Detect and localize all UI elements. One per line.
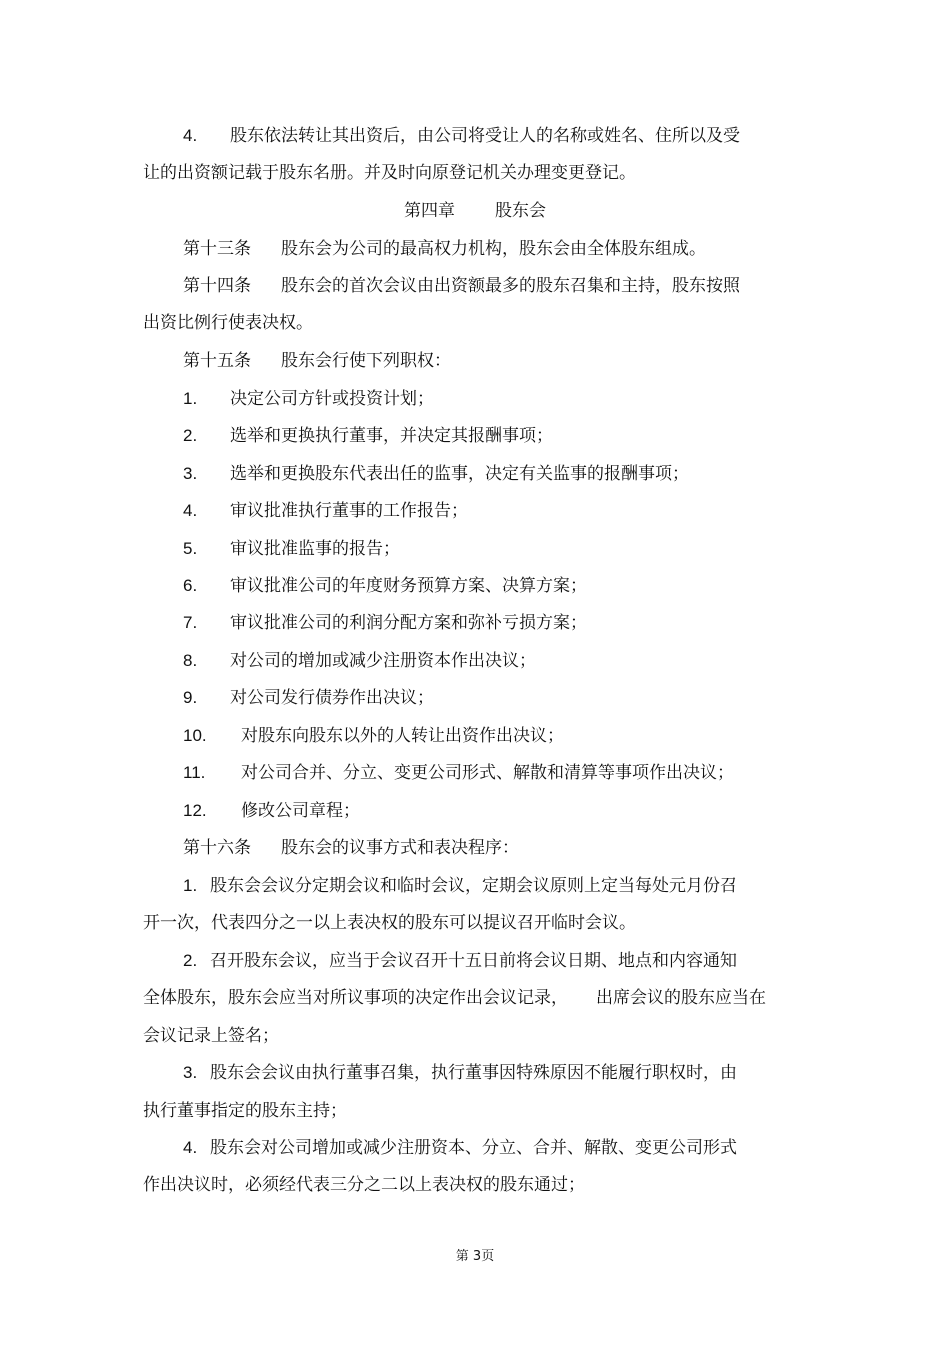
item-text: 对公司发行债券作出决议； [230,688,434,708]
article-14 [183,275,740,297]
item-text: 股东会会议分定期会议和临时会议，定期会议原则上定当每处元月份召 [210,876,737,896]
article-13 [183,238,706,260]
list-item [183,800,360,822]
item-number: 4. [183,126,198,145]
article-15 [183,350,451,372]
item-text: 选举和更换股东代表出任的监事，决定有关监事的报酬事项； [230,464,689,484]
item-number: 1. [183,389,198,408]
page-number: 第 3页 [455,1249,495,1264]
list-item [183,687,434,709]
article-text: 股东会行使下列职权： [281,351,451,371]
article-label: 第十四条 [183,276,251,296]
article-16 [183,837,519,859]
paragraph-text: 股东依法转让其出资后，由公司将受让人的名称或姓名、住所以及受 [230,126,740,146]
item-text: 对公司的增加或减少注册资本作出决议； [230,651,536,671]
list-item [183,650,536,672]
list-item [183,725,564,747]
item-number: 8. [183,651,198,670]
item-number: 2. [183,426,198,445]
procedure-continuation: 开一次，代表四分之一以上表决权的股东可以提议召开临时会议。 [143,913,636,933]
list-item [183,500,468,522]
procedure-item-3 [183,1062,737,1084]
item-text: 对股东向股东以外的人转让出资作出决议； [241,726,564,746]
item-text: 审议批准监事的报告； [230,539,400,559]
article-text: 股东会为公司的最高权力机构，股东会由全体股东组成。 [281,239,706,259]
item-text: 股东会对公司增加或减少注册资本、分立、合并、解散、变更公司形式 [210,1138,737,1158]
list-item [183,463,689,485]
item-number: 5. [183,539,198,558]
procedure-continuation: 作出决议时，必须经代表三分之二以上表决权的股东通过； [143,1175,585,1195]
item-text: 选举和更换执行董事，并决定其报酬事项； [230,426,553,446]
item-number: 11. [183,763,206,782]
chapter-label: 第四章 [404,201,455,221]
article-text: 股东会的议事方式和表决程序： [281,838,519,858]
item-text: 决定公司方针或投资计划； [230,389,434,409]
article-label: 第十三条 [183,239,251,259]
chapter-title: 股东会 [495,201,546,221]
item-text: 审议批准公司的年度财务预算方案、决算方案； [230,576,587,596]
item-text: 审议批准公司的利润分配方案和弥补亏损方案； [230,613,587,633]
item-number: 4. [183,501,198,520]
item-number: 6. [183,576,198,595]
item-number: 1. [183,876,198,895]
procedure-text-part: 全体股东，股东会应当对所议事项的决定作出会议记录， [143,988,568,1008]
item-number: 2. [183,951,198,970]
item-text: 审议批准执行董事的工作报告； [230,501,468,521]
procedure-continuation [143,987,766,1009]
item-text: 修改公司章程； [241,801,360,821]
list-item [183,762,734,784]
item-text: 对公司合并、分立、变更公司形式、解散和清算等事项作出决议； [241,763,734,783]
item-text: 召开股东会议，应当于会议召开十五日前将会议日期、地点和内容通知 [210,951,737,971]
procedure-continuation: 会议记录上签名； [143,1026,279,1046]
item-number: 3. [183,464,198,483]
article-label: 第十五条 [183,351,251,371]
paragraph-continuation: 让的出资额记载于股东名册。并及时向原登记机关办理变更登记。 [143,163,636,183]
paragraph-item-4 [183,125,740,147]
procedure-item-1 [183,875,737,897]
procedure-text-part: 出席会议的股东应当在 [596,988,766,1008]
item-number: 12. [183,801,207,820]
article-label: 第十六条 [183,838,251,858]
item-number: 10. [183,726,207,745]
list-item [183,388,434,410]
item-number: 3. [183,1063,198,1082]
list-item [183,425,553,447]
item-number: 4. [183,1138,198,1157]
chapter-heading [0,200,950,222]
list-item [183,575,587,597]
item-number: 7. [183,613,198,632]
list-item [183,538,400,560]
procedure-item-4 [183,1137,737,1159]
article-14-continuation: 出资比例行使表决权。 [143,313,313,333]
item-number: 9. [183,688,198,707]
procedure-continuation: 执行董事指定的股东主持； [143,1101,347,1121]
list-item [183,612,587,634]
procedure-item-2 [183,950,737,972]
item-text: 股东会会议由执行董事召集，执行董事因特殊原因不能履行职权时，由 [210,1063,737,1083]
article-text: 股东会的首次会议由出资额最多的股东召集和主持，股东按照 [281,276,740,296]
